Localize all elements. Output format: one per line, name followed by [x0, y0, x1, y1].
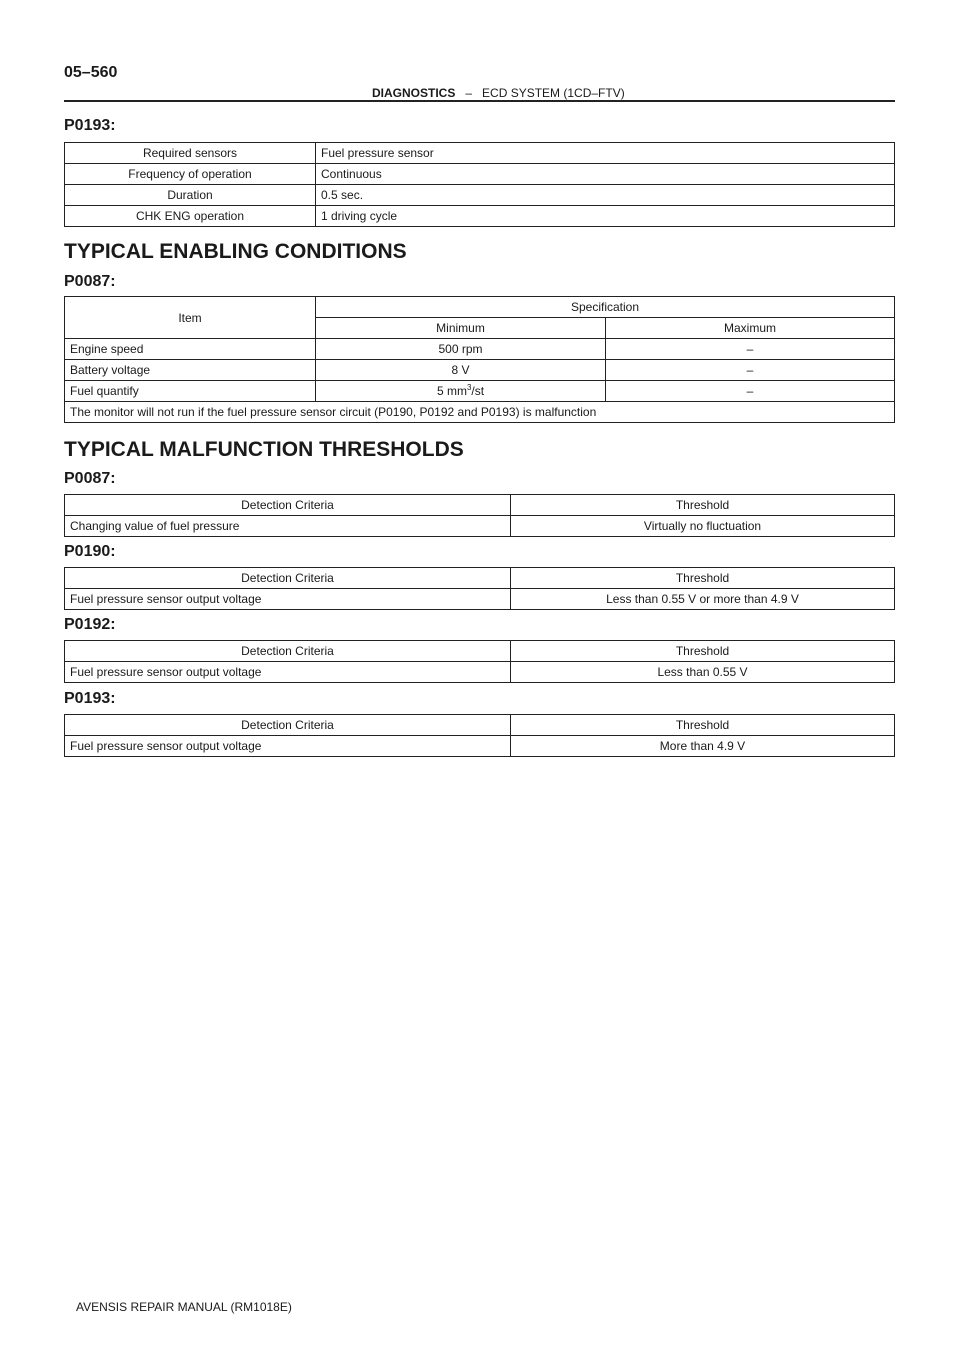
table-cell: Continuous — [316, 164, 895, 185]
table-cell: Less than 0.55 V — [511, 662, 895, 683]
header-separator: – — [465, 86, 473, 100]
table-cell: 0.5 sec. — [316, 185, 895, 206]
dtc-code-heading: P0087: — [64, 273, 116, 290]
column-header-threshold: Threshold — [511, 495, 895, 516]
header-section: DIAGNOSTICS — [372, 86, 456, 100]
table-cell: Less than 0.55 V or more than 4.9 V — [511, 589, 895, 610]
table-cell: 500 rpm — [316, 339, 606, 360]
table-cell: Virtually no fluctuation — [511, 516, 895, 537]
table-row — [65, 516, 895, 537]
section-heading-enabling: TYPICAL ENABLING CONDITIONS — [64, 240, 407, 263]
table-cell: Battery voltage — [65, 360, 316, 381]
table-header-row — [65, 641, 895, 662]
column-header-item: Item — [65, 297, 316, 339]
table-cell: 1 driving cycle — [316, 206, 895, 227]
table-header-row — [65, 297, 895, 318]
value-text: 5 mm — [436, 384, 467, 398]
column-header-criteria: Detection Criteria — [65, 641, 511, 662]
page-number: 05–560 — [64, 64, 118, 81]
dtc-code-heading: P0192: — [64, 616, 116, 633]
table-row — [65, 143, 895, 164]
column-header-threshold: Threshold — [511, 568, 895, 589]
table-row — [65, 164, 895, 185]
column-header-criteria: Detection Criteria — [65, 495, 511, 516]
table-cell — [316, 381, 606, 402]
table-row — [65, 381, 895, 402]
table-cell: 8 V — [316, 360, 606, 381]
table-row — [65, 339, 895, 360]
table-cell: Fuel pressure sensor output voltage — [65, 662, 511, 683]
table-header-row — [65, 715, 895, 736]
table-cell: Fuel quantify — [65, 381, 316, 402]
threshold-table — [64, 714, 895, 757]
page-footer: AVENSIS REPAIR MANUAL (RM1018E) — [76, 1300, 292, 1314]
dtc-code-heading: P0190: — [64, 543, 116, 560]
table-cell: Duration — [65, 185, 316, 206]
table-row — [65, 206, 895, 227]
table-row — [65, 402, 895, 423]
superscript: 3 — [466, 383, 472, 392]
header-rule — [64, 100, 895, 102]
dtc-code-heading: P0193: — [64, 117, 116, 134]
threshold-table — [64, 567, 895, 610]
table-cell: – — [606, 339, 895, 360]
table-cell: Fuel pressure sensor output voltage — [65, 736, 511, 757]
table-row — [65, 662, 895, 683]
table-cell: Engine speed — [65, 339, 316, 360]
table-row — [65, 185, 895, 206]
table-cell: Changing value of fuel pressure — [65, 516, 511, 537]
table-cell: – — [606, 360, 895, 381]
table-row — [65, 360, 895, 381]
monitor-strategy-table — [64, 142, 895, 227]
table-cell: Required sensors — [65, 143, 316, 164]
threshold-table — [64, 640, 895, 683]
section-heading-thresholds: TYPICAL MALFUNCTION THRESHOLDS — [64, 438, 464, 461]
column-header-criteria: Detection Criteria — [65, 715, 511, 736]
column-header-maximum: Maximum — [606, 318, 895, 339]
column-header-threshold: Threshold — [511, 641, 895, 662]
value-text: /st — [471, 384, 485, 398]
table-note: The monitor will not run if the fuel pressure sensor circuit (P0190, P0192 and P0193) is malfunction — [65, 402, 895, 423]
dtc-code-heading: P0193: — [64, 690, 116, 707]
table-cell: – — [606, 381, 895, 402]
table-header-row — [65, 568, 895, 589]
header-subject: ECD SYSTEM (1CD–FTV) — [482, 86, 625, 100]
table-cell: More than 4.9 V — [511, 736, 895, 757]
column-header-threshold: Threshold — [511, 715, 895, 736]
table-row — [65, 736, 895, 757]
threshold-table — [64, 494, 895, 537]
table-header-row — [65, 495, 895, 516]
column-header-criteria: Detection Criteria — [65, 568, 511, 589]
table-cell: CHK ENG operation — [65, 206, 316, 227]
table-cell: Fuel pressure sensor — [316, 143, 895, 164]
column-header-minimum: Minimum — [316, 318, 606, 339]
table-cell: Frequency of operation — [65, 164, 316, 185]
enabling-conditions-table — [64, 296, 895, 423]
dtc-code-heading: P0087: — [64, 470, 116, 487]
table-cell: Fuel pressure sensor output voltage — [65, 589, 511, 610]
column-header-specification: Specification — [316, 297, 895, 318]
running-header — [372, 86, 625, 100]
table-row — [65, 589, 895, 610]
